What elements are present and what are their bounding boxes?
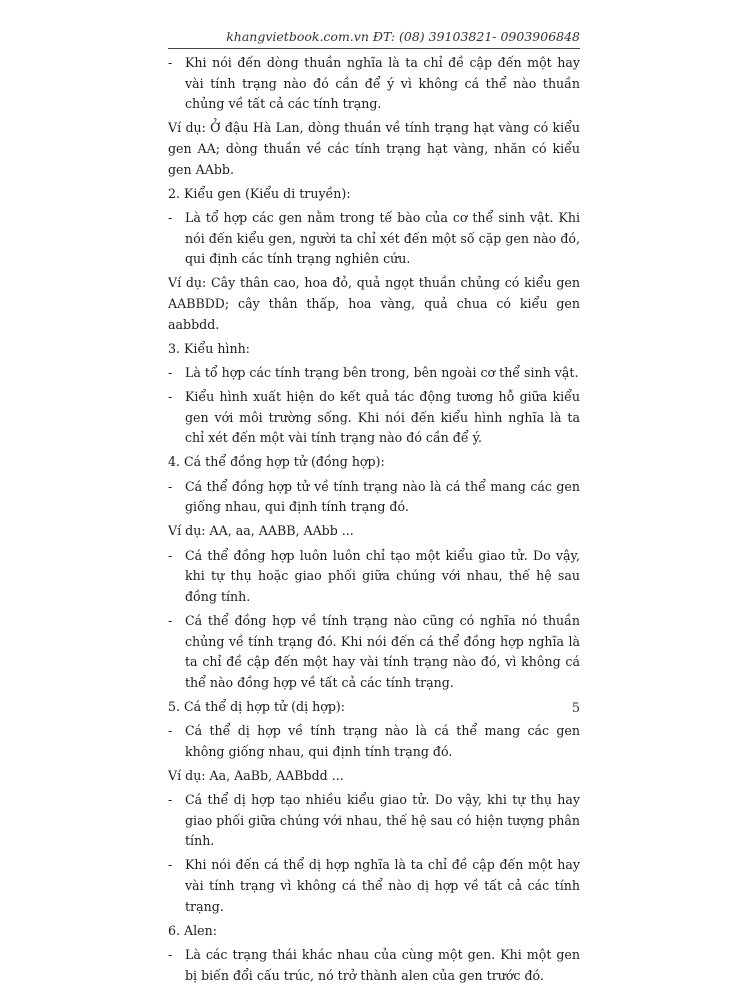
bullet-text: Là tổ hợp các gen nằm trong tế bào của cơ thể sinh vật. Khi nói đến kiểu gen, người ta chỉ xét đến một số cặp gen nào đó, qui định các tính trạng nghiên cứu. — [185, 209, 580, 267]
bullet-dash: - — [168, 478, 173, 494]
bullet-dash: - — [168, 723, 173, 739]
page-body — [168, 53, 580, 990]
bullet-text: Cá thể dị hợp tạo nhiều kiểu giao tử. Do vậy, khi tự thụ hay giao phối giữa chúng với nhau, thế hệ sau có hiện tượng phân tính. — [185, 792, 580, 849]
bullet-dash: - — [168, 55, 173, 70]
bullet-dash: - — [168, 947, 173, 963]
header-divider — [168, 48, 580, 49]
bullet-text: Là tổ hợp các tính trạng bên trong, bên ngoài cơ thể sinh vật. — [185, 364, 579, 380]
bullet-item — [168, 208, 580, 270]
page-number: 5 — [571, 701, 580, 716]
bullet-item — [168, 363, 580, 384]
paragraph: 2. Kiểu gen (Kiểu di truyền): — [168, 185, 351, 201]
paragraph: 6. Alen: — [168, 922, 217, 938]
bullet-text: Cá thể đồng hợp về tính trạng nào cũng có nghĩa nó thuần chủng về tính trạng đó. Khi nói đến cá thể đồng hợp nghĩa là ta chỉ đề cập đến một hay vài tính trạng nào đó, vì không cá thể nào đồng hợp về tất cả các tính trạng. — [185, 612, 580, 690]
bullet-item — [168, 855, 580, 917]
bullet-item — [168, 387, 580, 449]
bullet-text: Là các trạng thái khác nhau của cùng một gen. Khi một gen bị biến đổi cấu trúc, nó trở thành alen của gen trước đó. — [185, 947, 580, 983]
paragraph: 5. Cá thể dị hợp tử (dị hợp): — [168, 698, 346, 714]
paragraph: Ví dụ: Cây thân cao, hoa đỏ, quả ngọt thuần chủng có kiểu gen AABBDD; cây thân thấp, hoa vàng, quả chua có kiểu gen aabbdd. — [168, 275, 580, 332]
bullet-text: Kiểu hình xuất hiện do kết quả tác động tương hỗ giữa kiểu gen với môi trường sống. Khi nói đến kiểu hình nghĩa là ta chỉ xét đến một vài tính trạng nào đó cần để ý. — [185, 389, 580, 446]
bullet-item — [168, 790, 580, 852]
bullet-text: Cá thể dị hợp về tính trạng nào là cá thể mang các gen không giống nhau, qui định tính trạng đó. — [185, 723, 580, 759]
bullet-dash: - — [168, 792, 173, 808]
paragraph: 3. Kiểu hình: — [168, 340, 250, 356]
page-header: khangvietbook.com.vn ĐT: (08) 39103821- 0903906848 — [226, 29, 580, 44]
paragraph: Ví dụ: Ở đậu Hà Lan, dòng thuần về tính trạng hạt vàng có kiểu gen AA; dòng thuần về các tính trạng hạt vàng, nhăn có kiểu gen AAbb. — [168, 120, 580, 177]
bullet-item — [168, 546, 580, 608]
bullet-item — [168, 721, 580, 762]
paragraph: Ví dụ: AA, aa, AABB, AAbb ... — [168, 523, 354, 539]
bullet-item — [168, 477, 580, 518]
bullet-dash: - — [168, 612, 173, 628]
bullet-item — [168, 611, 580, 693]
bullet-text: Cá thể đồng hợp tử về tính trạng nào là cá thể mang các gen giống nhau, qui định tính trạng đó. — [185, 478, 580, 515]
bullet-dash: - — [168, 547, 173, 563]
bullet-dash: - — [168, 209, 173, 225]
bullet-dash: - — [168, 857, 173, 873]
bullet-text: Khi nói đến cá thể dị hợp nghĩa là ta chỉ đề cập đến một hay vài tính trạng vì không cá thể nào dị hợp về tất cả các tính trạng. — [185, 857, 580, 914]
bullet-text: Khi nói đến dòng thuần nghĩa là ta chỉ đề cập đến một hay vài tính trạng nào đó cần để ý vì không cá thể nào thuần chủng về tất cả các tính trạng. — [185, 55, 580, 112]
paragraph: Ví dụ: Aa, AaBb, AABbdd ... — [168, 767, 344, 783]
bullet-item — [168, 945, 580, 986]
bullet-item — [168, 53, 580, 115]
bullet-dash: - — [168, 364, 173, 380]
paragraph: 4. Cá thể đồng hợp tử (đồng hợp): — [168, 454, 385, 470]
bullet-text: Cá thể đồng hợp luôn luôn chỉ tạo một kiểu giao tử. Do vậy, khi tự thụ hoặc giao phối giữa chúng với nhau, thế hệ sau đồng tính. — [185, 547, 580, 604]
bullet-dash: - — [168, 389, 173, 405]
